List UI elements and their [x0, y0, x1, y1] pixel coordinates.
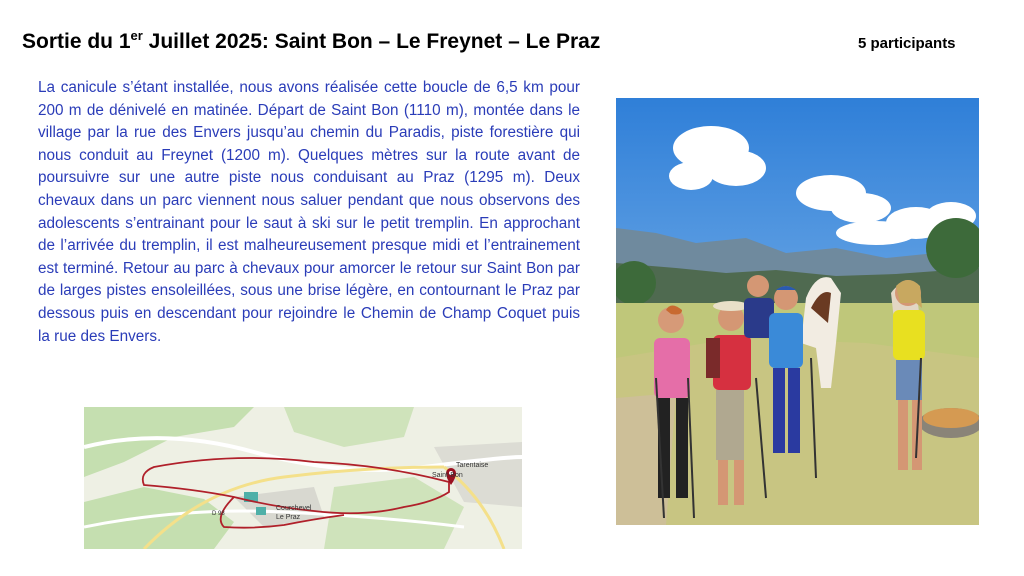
page-title: [22, 30, 600, 54]
title-superscript: er: [130, 28, 143, 43]
participants-count: 5 participants: [858, 35, 956, 52]
route-map: [84, 407, 522, 549]
title-prefix: Sortie du 1: [22, 30, 131, 53]
map-label-road: D 98: [212, 511, 225, 517]
title-suffix: Juillet 2025: Saint Bon – Le Freynet – Le Praz: [142, 30, 601, 53]
body-paragraph: La canicule s’étant installée, nous avons réalisée cette boucle de 6,5 km pour 200 m de dénivelé en matinée. Départ de Saint Bon (1110 m), montée dans le village par la rue des Envers jusqu’au chemin du Paradis, piste forestière qui nous conduit au Freynet (1200 m). Quelques mètres sur la route avant de poursuivre sur une autre piste nous conduisant au Praz (1295 m). Deux chevaux dans un parc viennent nous saluer pendant que nous observons des adolescents s’entrainant pour le saut à ski sur le petit tremplin. En approchant de l’arrivée du tremplin, il est malheureusement presque midi et l’entrainement est terminé. Retour au parc à chevaux pour amorcer le retour sur Saint Bon par de larges pistes ensoleillées, sous une brise légère, en contournant le Praz par dessous puis en descendant pour rejoindre le Chemin de Champ Coquet puis la rue des Envers.: [38, 79, 580, 345]
map-label-tarentaise: Tarentaise: [456, 462, 489, 469]
map-label-courchevel: Courchevel: [276, 505, 312, 512]
map-label-le-praz: Le Praz: [276, 514, 301, 521]
group-photo: [616, 98, 979, 525]
map-label-saint-bon: Saint-Bon: [432, 472, 463, 479]
